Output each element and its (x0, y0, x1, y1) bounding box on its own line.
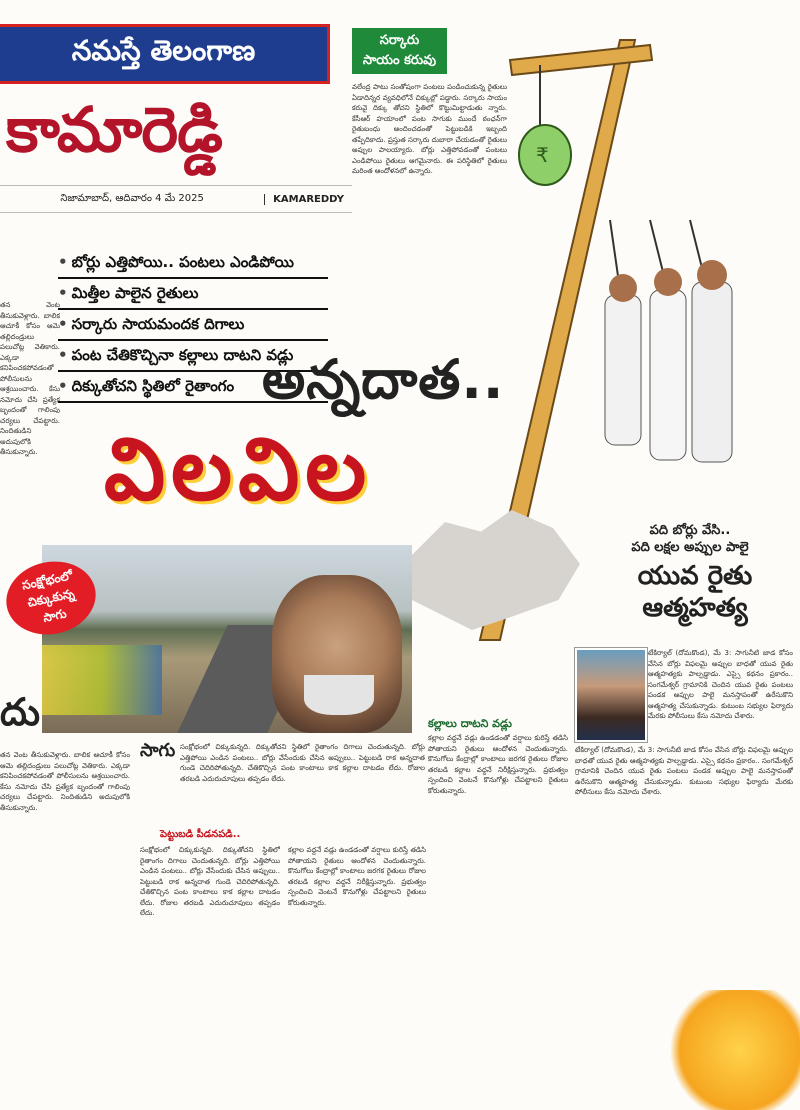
headline-line-1: అన్నదాత.. (262, 348, 505, 411)
left-partial-headline: దు (0, 690, 40, 734)
edition-label: KAMAREDDY (264, 194, 352, 205)
headline-line-2: విలవిల (104, 420, 373, 520)
crisis-badge: సంక్షోభంలో చిక్కుకున్న సాగు (0, 553, 103, 642)
farmer-photo (42, 545, 412, 733)
bullet-item: • సర్కారు సాయమందక దిగాలు (58, 315, 328, 341)
top-story-text: వలేంద్ర పాటు సంతోషంగా పంటలు పండించుకున్న రైతులు ఏడాదిన్నర వ్యవధిలోనే చిక్కుల్లో పడ్డారు. సర్కారు సాయం కరువై దిక్కు తోచని స్థితిలో కొట్టుమిట్టాడుతు న్నారు. కేసీఆర్ హయాంలో పంట సాగుకు ముందే ఠంఛన్‌గా రైతుబంధు అందించడంతో పెట్టుబడికి ఇబ్బంది తప్పేదికాదు. ప్రస్తుత సర్కారు దుబారా చేయడంతో రైతులు అప్పుల పాలయ్యారు. బోర్లు ఎత్తిపోవడంతో పంటలు ఎండిపోయి రైతులు ఆగమైనారు. ఈ పరిస్థితిలో రైతులు మరింత ఆందోళనలో ఉన్నారు. (352, 83, 507, 175)
svg-text:₹: ₹ (536, 143, 549, 167)
green-subhead: కల్లాలు దాటని వడ్లు (428, 717, 512, 730)
middle-story-col-2: కల్లాల వద్దనే వడ్లు ఉండడంతో వర్షాలు కురిస్తే తడిసి పోతాయని రైతులు ఆందోళన చెందుతున్నారు. కొనుగోలు కేంద్రాల్లో కాంటాలు జరగక రైతులు రోజుల తరబడి కల్లాల వద్దనే నిరీక్షిస్తున్నారు. ప్రభుత్వం స్పందించి వెంటనే కొనుగోళ్లు చేపట్టాలని రైతులు కోరుతున్నారు. (288, 846, 426, 907)
tag-line-1: సర్కారు (379, 33, 420, 48)
hanging-farmers-icon (605, 220, 732, 462)
rupee-bag-icon (519, 125, 571, 185)
middle-story-col-1: సంక్షోభంలో చిక్కుకున్నది. దిక్కుతోచని స్థితిలో రైతాంగం దిగాలు చెందుతున్నది. బోర్లు ఎత్తిపోయి ఎండిన పంటలు.. బోర్లు వేసేందుకు చేసిన అప్పులు.. పెట్టుబడి రాక అన్నదాత గుండె చెదిరిపోతున్నది. చేతికొచ్చిన పంట కాంటాలు కాక కల్లాల దాటడం లేదు. రోజుల తరబడి ఎదురుచూపులు తప్పడం లేదు. (140, 846, 280, 917)
right-story-body: టేకిర్యాల్ (దోమకొండ), మే 3: సాగునీటి జాడ కోసం వేసిన బోర్లు విఫలమై అప్పుల బాధతో యువ రైతు ఆత్మహత్యకు పాల్పడ్డాడు. ఎస్సై కథనం ప్రకారం.. సంగమేశ్వర్ గ్రామానికి చెందిన యువ రైతు పంటలు పండక అప్పుల పాలై మనస్తాపంతో ఉరేసుకొని ఆత్మహత్య చేసుకున్నాడు. కుటుంబ సభ్యుల ఫిర్యాదు మేరకు పోలీసులు కేసు నమోదు చేశారు. (575, 746, 793, 796)
bullet-item: • పంట చేతికొచ్చినా కల్లాలు దాటని వడ్లు (58, 346, 328, 372)
farmer-portrait (575, 648, 647, 742)
date-text: నిజామాబాద్, ఆదివారం 4 మే 2025 (60, 193, 204, 204)
bullet-item: • దిక్కుతోచని స్థితిలో రైతాంగం (58, 377, 328, 403)
green-story-body: కల్లాల వద్దనే వడ్లు ఉండడంతో వర్షాలు కురిస్తే తడిసి పోతాయని రైతులు ఆందోళన చెందుతున్నారు. కొనుగోలు కేంద్రాల్లో కాంటాలు జరగక రైతులు రోజుల తరబడి కల్లాల వద్దనే నిరీక్షిస్తున్నారు. ప్రభుత్వం స్పందించి వెంటనే కొనుగోళ్లు చేపట్టాలని రైతులు కోరుతున్నారు. (428, 734, 568, 795)
bullet-item: • మిత్తీల పాలైన రైతులు (58, 284, 328, 310)
masthead-city: కామారెడ్డి (6, 93, 222, 166)
sun-graphic (660, 990, 800, 1110)
left-story-body: తన వెంట తీసుకువెళ్లారు. బాలిక ఆచూకీ కోసం ఆమె తల్లిదండ్రులు పలుచోట్ల వెతికారు. ఎక్కడా కనిపించకపోవడంతో పోలీసులను ఆశ్రయించారు. కేసు నమోదు చేసి ప్రత్యేక బృందంతో గాలింపు చర్యలు చేపట్టారు. నిందితుడిని అదుపులోకి తీసుకున్నారు. (0, 751, 130, 812)
middle-subhead: పెట్టుబడి పీడనపడి.. (160, 829, 241, 840)
right-story-kicker: పది బోర్లు వేసి.. పది లక్షల అప్పుల పాలై (631, 523, 749, 555)
tag-line-2: సాయం కరువు (362, 53, 437, 68)
left-column-fragment: తన వెంట తీసుకువెళ్లారు. బాలిక ఆచూకీ కోసం ఆమె తల్లిదండ్రులు పలుచోట్ల వెతికారు. ఎక్కడా కనిపించకపోవడంతో పోలీసులను ఆశ్రయించారు. కేసు నమోదు చేసి ప్రత్యేక బృందంతో గాలింపు చర్యలు చేపట్టారు. నిందితుడిని అదుపులోకి తీసుకున్నారు. (0, 301, 60, 456)
lead-word: సాగు (140, 740, 176, 761)
masthead-paper-name: నమస్తే తెలంగాణ (0, 24, 330, 84)
right-story-title: యువ రైతు ఆత్మహత్య (637, 561, 753, 623)
bullet-item: • బోర్లు ఎత్తిపోయి.. పంటలు ఎండిపోయి (58, 253, 328, 279)
right-story-lead: టేకిర్యాల్ (దోమకొండ), మే 3: సాగునీటి జాడ కోసం వేసిన బోర్లు విఫలమై అప్పుల బాధతో యువ రైతు ఆత్మహత్యకు పాల్పడ్డాడు. ఎస్సై కథనం ప్రకారం.. సంగమేశ్వర్ గ్రామానికి చెందిన యువ రైతు పంటలు పండక అప్పుల పాలై మనస్తాపంతో ఉరేసుకొని ఆత్మహత్య చేసుకున్నాడు. కుటుంబ సభ్యుల ఫిర్యాదు మేరకు పోలీసులు కేసు నమోదు చేశారు. (648, 649, 793, 720)
middle-story-lead: సంక్షోభంలో చిక్కుకున్నది. దిక్కుతోచని స్థితిలో రైతాంగం దిగాలు చెందుతున్నది. బోర్లు ఎత్తిపోయి ఎండిన పంటలు.. బోర్లు వేసేందుకు చేసిన అప్పులు.. పెట్టుబడి రాక అన్నదాత గుండె చెదిరిపోతున్నది. చేతికొచ్చిన పంట కాంటాలు కాక కల్లాల దాటడం లేదు. రోజుల తరబడి ఎదురుచూపులు తప్పడం లేదు. (180, 743, 425, 783)
dateline (0, 185, 352, 213)
